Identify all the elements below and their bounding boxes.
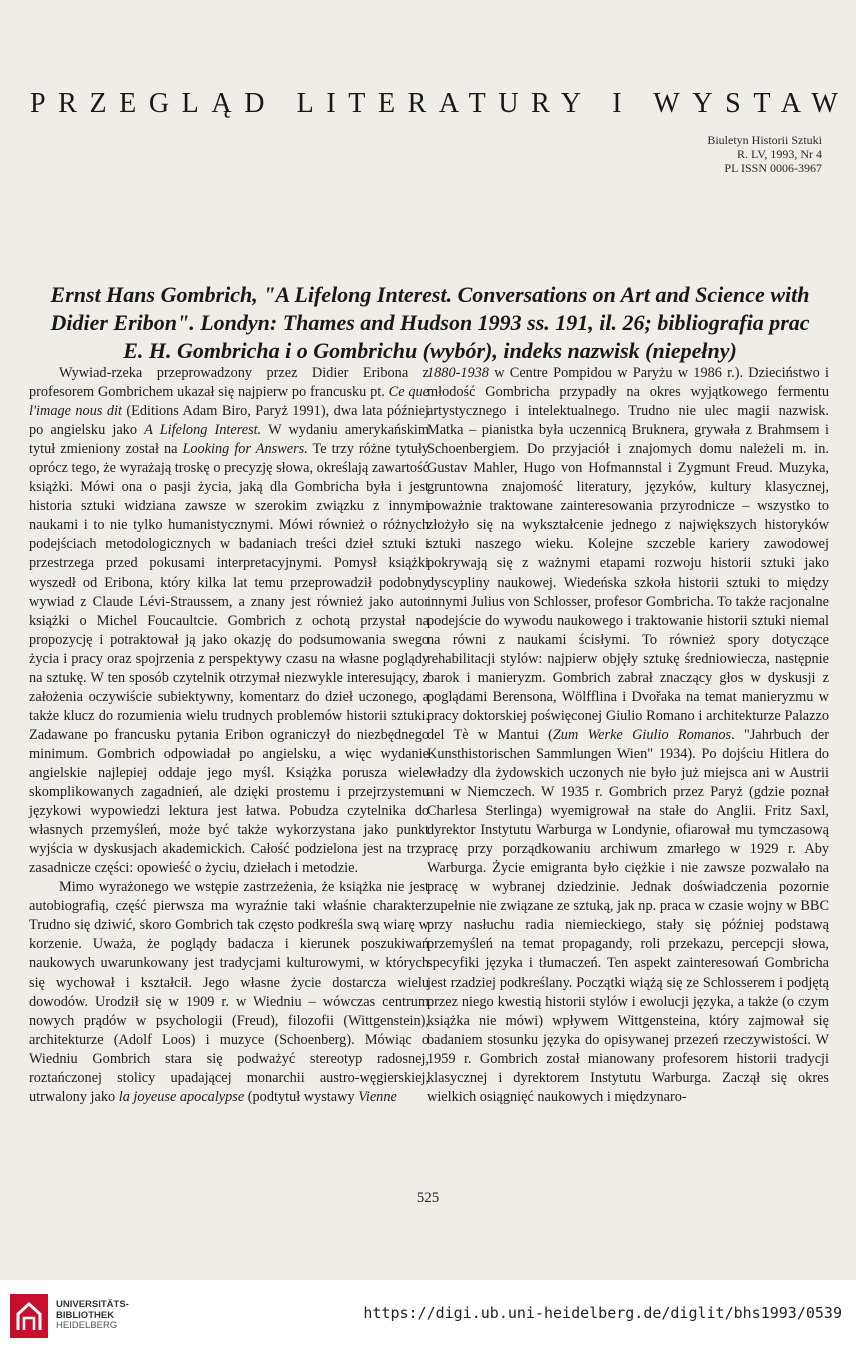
issn: PL ISSN 0006-3967 [724,161,822,175]
library-logo-text: UNIVERSITÄTS- BIBLIOTHEK HEIDELBERG [56,1299,129,1332]
source-url-link[interactable]: https://digi.ub.uni-heidelberg.de/diglit/bhs1993/0539 [363,1304,842,1322]
viewer-footer [0,1280,856,1352]
publication-info [622,133,822,175]
paragraph: Mimo wyrażonego we wstępie zastrzeżenia, że książka nie jest autobiografią, część pierwsza ma wyraźnie taki właśnie charakter. Trudno się dziwić, skoro Gombrich tak często podkreśla swą wiarę w korzenie. Uważa, że poglądy badacza i kierunek poszukiwań naukowych uwarunkowany jest tradycjami kulturowymi, w których się wychował i kształcił. Jego własne życie dostarcza wielu dowodów. Urodził się w 1909 r. w Wiedniu – wówczas centrum nowych prądów w psychologii (Freud), filozofii (Wittgenstein), architekturze (Adolf Loos) i muzyce (Schoenberg). Mówiąc o Wiedniu Gombrich stara się podważyć stereotyp radosnej, roztańczonej stolicy upadającej monarchii austro-węgierskiej, utrwalony jako la joyeuse apocalypse (podtytuł wystawy Vienne [29,879,429,1105]
paragraph: Wywiad-rzeka przeprowadzony przez Didier Eribona z profesorem Gombrichem ukazał się najpierw po francusku pt. Ce que l'image nous dit (Editions Adam Biro, Paryż 1991), dwa lata później po angielsku jako A Lifelong Interest. W wydaniu amerykańskim tytuł zmieniony został na Looking for Answers. Te trzy różne tytuły oprócz tego, że wyrażają troskę o precyzję słowa, określają zawartość książki. Mówi ona o pasji życia, jaką dla Gombricha była i jest historia sztuki widziana zawsze w szerokim związku z innymi naukami i to nie tylko humanistycznymi. Mówi również o różnych podejściach metodologicznych w badaniach treści dzieł sztuki i przestrzega przed pokusami interpretacyjnymi. Pomysł książki wyszedł od Eribona, który kilka lat temu przeprowadził podobny wywiad z Claude Lévi-Straussem, a znany jest również jako autor książki o Michel Foucaultcie. Gombrich z ochotą przystał na propozycję i potraktował ją jako okazję do podsumowania swego życia i pracy oraz spojrzenia z perspektywy czasu na własne poglądy na sztukę. W ten sposób czytelnik otrzymał niezwykle interesujący, z założenia oczywiście subiektywny, komentarz do dzieł uczonego, a także klucz do rozumienia wielu trudnych problemów historii sztuki. Zadawane po francusku pytania Eribon ograniczył do niezbędnego minimum. Gombrich odpowiadał po angielsku, a więc wydanie angielskie najlepiej oddaje jego myśl. Książka porusza wiele skomplikowanych zagadnień, ale dzięki prostemu i przejrzystemu językowi wypowiedzi lektura jest łatwa. Pobudza czytelnika do własnych przemyśleń, może być także wykorzystana jako punkt wyjścia w dyskusjach akademickich. Całość podzielona jest na trzy zasadnicze części: opowieść o życiu, dziełach i metodzie. [29,365,430,877]
paragraph: 1880-1938 w Centre Pompidou w Paryżu w 1986 r.). Dzieciństwo i młodość Gombricha przypadły na okres wyjątkowego fermentu artystycznego i intelektualnego. Trudno nie ulec magii nazwisk. Matka – pianistka była uczennicą Bruknera, grywała z Brahmsem i Schoenbergiem. Do przyjaciół i znajomych domu należeli m. in. Gustav Mahler, Hugo von Hofmannstal i Zygmunt Freud. Muzyka, gruntowna znajomość literatury, języków, kultury klasycznej, poważnie traktowane zainteresowania przyrodnicze – wszystko to złożyło się na wykształcenie jednego z największych historyków sztuki naszego wieku. Kolejne szczeble kariery zawodowej pokrywają się z ważnymi etapami rozwoju historii sztuki jako dyscypliny naukowej. Wiedeńska szkoła historii sztuki to między innymi Julius von Schlosser, profesor Gombricha. To także racjonalne podejście do wywodu naukowego i traktowanie historii sztuki niemal na równi z naukami ścisłymi. To również spory dotyczące rehabilitacji stylów: najpierw objęły sztukę średniowiecza, następnie barok i manieryzm. Gombrich zabrał znaczący głos w dyskusji z poglądami Berensona, Wölfflina i Dvořaka na temat manieryzmu w pracy doktorskiej poświęconej Giulio Romano i architekturze Palazzo del Tè w Mantui (Zum Werke Giulio Romanos. "Jahrbuch der Kunsthistorischen Sammlungen Wien" 1934). Po dojściu Hitlera do władzy dla żydowskich uczonych nie było już miejsca ani w Austrii ani w Niemczech. W 1935 r. Gombrich przez Paryż (gdzie poznał Charlesa Sterlinga) wyemigrował na stałe do Anglii. Fritz Saxl, dyrektor Instytutu Warburga w Londynie, ofiarował mu tymczasową pracę przy porządkowaniu archiwum zmarłego w 1929 r. Aby Warburga. Życie emigranta było ciężkie i nie zawsze pozwalało na pracę w wybranej dziedzinie. Jednak doświadczenia pozornie zupełnie nie związane ze sztuką, jak np. praca w czasie wojny w BBC przy nasłuchu radia niemieckiego, stały się później podstawą przemyśleń na temat propagandy, roli przekazu, percepcji słowa, specyfiki języka i tłumaczeń. Ten aspekt zainteresowań Gombricha jest rzadziej podkreślany. Początki wiążą się ze Schlosserem i podjętą przez niego kwestią historii stylów i ewolucji języka, a także (o czym książka nie mówi) wpływem Wittgensteina, który zajmował się badaniem stosunku języka do opisywanej przezeń rzeczywistości. W 1959 r. Gombrich został mianowany profesorem historii tradycji klasycznej i dyrektorem Instytutu Warburga. Zaczął się okres wielkich osiągnięć naukowych i międzynaro- [427,365,829,1105]
journal-name: Biuletyn Historii Sztuki [707,133,822,147]
library-logo-icon [10,1294,48,1338]
review-title: Ernst Hans Gombrich, "A Lifelong Interest. Conversations on Art and Science with Didier Eribon". Londyn: Thames and Hudson 1993 ss. 191, il. 26; bibliografia prac E. H. Gombricha i o Gombrichu (wybór), indeks nazwisk (niepełny) [50,282,810,363]
section-header: PRZEGLĄD LITERATURY I WYSTAW [30,88,851,119]
right-column [427,364,829,1107]
volume-info: R. LV, 1993, Nr 4 [736,147,822,161]
left-column [29,364,429,1107]
library-logo[interactable] [10,1294,129,1338]
page-number: 525 [416,1190,440,1206]
